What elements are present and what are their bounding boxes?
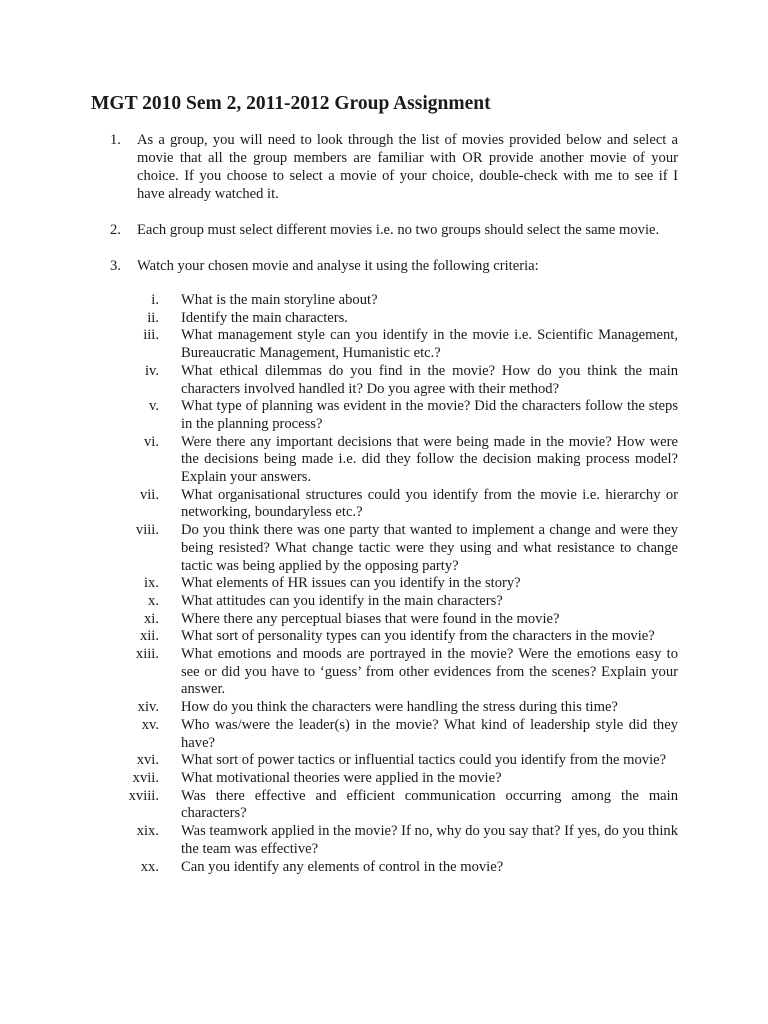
criteria-question: Where there any perceptual biases that were found in the movie? — [181, 610, 560, 627]
instruction-item-2 — [110, 221, 678, 239]
criteria-question: Was teamwork applied in the movie? If no, why do you say that? If yes, do you think the team was effective? — [181, 823, 678, 857]
criteria-item — [110, 770, 678, 788]
criteria-item — [110, 752, 678, 770]
criteria-numeral: xii. — [139, 628, 159, 645]
criteria-question: Do you think there was one party that wanted to implement a change and were they being resisted? What change tactic were they using and what resistance to change tactic was being applied by the opposing party? — [181, 522, 678, 574]
criteria-question: What type of planning was evident in the movie? Did the characters follow the steps in the planning process? — [181, 398, 678, 432]
criteria-question: Who was/were the leader(s) in the movie? What kind of leadership style did they have? — [181, 716, 678, 751]
instruction-number: 2. — [110, 222, 121, 238]
criteria-numeral: i. — [151, 292, 159, 308]
criteria-item — [110, 434, 678, 487]
criteria-question: How do you think the characters were handling the stress during this time? — [181, 699, 618, 716]
criteria-item — [110, 310, 678, 328]
criteria-question: Can you identify any elements of control in the movie? — [181, 858, 504, 875]
criteria-item — [110, 487, 678, 522]
criteria-numeral: vii. — [139, 486, 159, 503]
criteria-question: What sort of power tactics or influential tactics could you identify from the movie? — [181, 752, 667, 769]
criteria-numeral: xvi. — [136, 752, 159, 769]
instruction-text: As a group, you will need to look through the list of movies provided below and select a movie that all the group members are familiar with OR provide another movie of your choice. If you choose to select a movie of your choice, double-check with me to see if I have already watched it. — [137, 132, 678, 202]
instruction-item-3 — [110, 257, 678, 275]
criteria-question: What sort of personality types can you identify from the characters in the movie? — [181, 628, 655, 645]
criteria-item — [110, 859, 678, 877]
criteria-question: What emotions and moods are portrayed in the movie? Were the emotions easy to see or did you have to ‘guess’ from other evidences from the scenes? Explain your answer. — [181, 646, 678, 698]
criteria-list — [110, 292, 678, 876]
criteria-item — [110, 717, 678, 752]
criteria-question: Was there effective and efficient communication occurring among the main characters? — [181, 787, 678, 822]
criteria-question: What attitudes can you identify in the main characters? — [181, 592, 503, 609]
criteria-question: What ethical dilemmas do you find in the movie? How do you think the main characters involved handled it? Do you agree with their method? — [181, 362, 678, 397]
criteria-question: What elements of HR issues can you identify in the story? — [181, 575, 521, 592]
instruction-number: 3. — [110, 258, 121, 274]
document-title: MGT 2010 Sem 2, 2011-2012 Group Assignment — [91, 93, 491, 114]
criteria-question: Identify the main characters. — [181, 309, 348, 326]
criteria-numeral: xiv. — [137, 699, 159, 716]
criteria-question: What motivational theories were applied in the movie? — [181, 769, 502, 786]
criteria-numeral: viii. — [135, 522, 159, 539]
criteria-numeral: iii. — [143, 327, 159, 344]
criteria-numeral: xi. — [144, 610, 159, 627]
criteria-numeral: iv. — [144, 362, 159, 379]
instruction-text: Each group must select different movies i.e. no two groups should select the same movie. — [137, 222, 660, 238]
criteria-question: What management style can you identify in the movie i.e. Scientific Management, Bureaucratic Management, Humanistic etc.? — [181, 327, 678, 362]
criteria-numeral: xx. — [140, 858, 159, 875]
criteria-numeral: xv. — [141, 716, 159, 733]
criteria-item — [110, 611, 678, 629]
criteria-numeral: xvii. — [132, 769, 159, 786]
criteria-numeral: xix. — [136, 823, 159, 840]
criteria-item — [110, 823, 678, 858]
criteria-question: What is the main storyline about? — [181, 292, 378, 308]
criteria-numeral: ii. — [147, 309, 159, 326]
criteria-numeral: ix. — [144, 575, 159, 592]
instruction-item-1 — [110, 131, 678, 203]
criteria-item — [110, 575, 678, 593]
criteria-item — [110, 398, 678, 433]
criteria-question: Were there any important decisions that were being made in the movie? How were the decisions being made i.e. did they follow the decision making process model? Explain your answers. — [181, 433, 678, 486]
criteria-question: What organisational structures could you identify from the movie i.e. hierarchy or networking, boundaryless etc.? — [181, 486, 678, 521]
criteria-item — [110, 292, 678, 310]
criteria-item — [110, 788, 678, 823]
criteria-numeral: xiii. — [135, 646, 159, 663]
criteria-numeral: v. — [149, 398, 159, 415]
criteria-numeral: x. — [148, 592, 159, 609]
criteria-item — [110, 699, 678, 717]
criteria-item — [110, 522, 678, 575]
criteria-item — [110, 646, 678, 699]
criteria-item — [110, 363, 678, 398]
criteria-numeral: vi. — [144, 433, 159, 450]
criteria-numeral: xviii. — [128, 787, 159, 804]
instruction-text: Watch your chosen movie and analyse it using the following criteria: — [137, 258, 539, 274]
instruction-number: 1. — [110, 132, 121, 148]
criteria-item — [110, 628, 678, 646]
criteria-item — [110, 593, 678, 611]
criteria-item — [110, 327, 678, 362]
